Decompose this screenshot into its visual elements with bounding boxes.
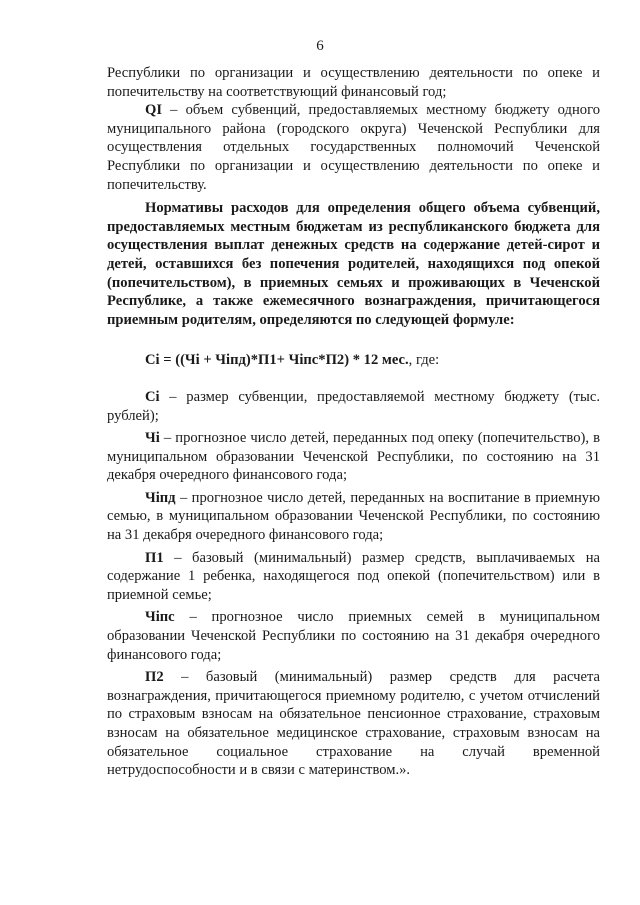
definition-p1 (107, 549, 600, 605)
definition-chips-text: – прогнозное число приемных семей в муниципальном образовании Чеченской Республики по состоянию на 31 декабря очередного финансового года; (107, 609, 600, 663)
paragraph-continuation: Республики по организации и осуществлению деятельности по опеке и попечительству на соответствующий финансовый год; (107, 65, 600, 100)
definition-chipd (107, 489, 600, 545)
term-p1: П1 (145, 549, 164, 566)
definition-ci (107, 388, 600, 425)
definition-qi: – объем субвенций, предоставляемых местному бюджету одного муниципального района (городского округа) Чеченской Республики для осуществления отдельных государственных полномочий Чеченской Республики по организации и осуществлению деятельности по опеке и попечительству. (107, 102, 600, 193)
definition-ci-text: – размер субвенции, предоставляемой местному бюджету (тыс. рублей); (107, 388, 600, 424)
definition-chi (107, 429, 600, 485)
term-p2: П2 (145, 669, 164, 686)
section-heading: Нормативы расходов для определения общего объема субвенций, предоставляемых местным бюджетам из республиканского бюджета для осуществления выплат денежных средств на содержание детей-сирот и детей, оставшихся без попечения родителей, находящихся под опекой (попечительством), в приемных семьях и проживающих в Чеченской Республике, а также ежемесячного вознаграждения, причитающегося приемным родителям, определяются по следующей формуле: (107, 200, 600, 328)
document-body (107, 64, 600, 780)
term-ci: Ci (145, 388, 160, 405)
definition-p2-text: – базовый (минимальный) размер средств для расчета вознаграждения, причитающегося приемному родителю, с учетом отчислений по страховым взносам на обязательное пенсионное страхование, страховым взносам на обязательное медицинское страхование, страховым взносам на обязательное социальное страхование на случай временной нетрудоспособности и в связи с материнством.». (107, 669, 600, 779)
formula-tail: , где: (408, 352, 440, 369)
definition-p2 (107, 668, 600, 780)
term-qi: QI (145, 102, 163, 119)
term-chipd: Чiпд (145, 489, 176, 506)
formula-line (107, 351, 600, 370)
paragraph-qi-definition (107, 101, 600, 194)
page-number: 6 (316, 38, 324, 54)
term-chi: Чi (145, 430, 160, 447)
term-chips: Чiпс (145, 609, 175, 626)
definition-p1-text: – базовый (минимальный) размер средств, выплачиваемых на содержание 1 ребенка, находящегося под опекой (попечительством) или в приемной семье; (107, 549, 600, 603)
formula: Ci = ((Чi + Чiпд)*П1+ Чiпс*П2) * 12 мес. (145, 352, 409, 369)
definition-chi-text: – прогнозное число детей, переданных под опеку (попечительство), в муниципальном образовании Чеченской Республики, по состоянию на 31 декабря очередного финансового года; (107, 430, 600, 484)
definition-chips (107, 608, 600, 664)
definition-chipd-text: – прогнозное число детей, переданных на воспитание в приемную семью, в муниципальном образовании Чеченской Республики, по состоянию на 31 декабря очередного финансового года; (107, 489, 600, 544)
